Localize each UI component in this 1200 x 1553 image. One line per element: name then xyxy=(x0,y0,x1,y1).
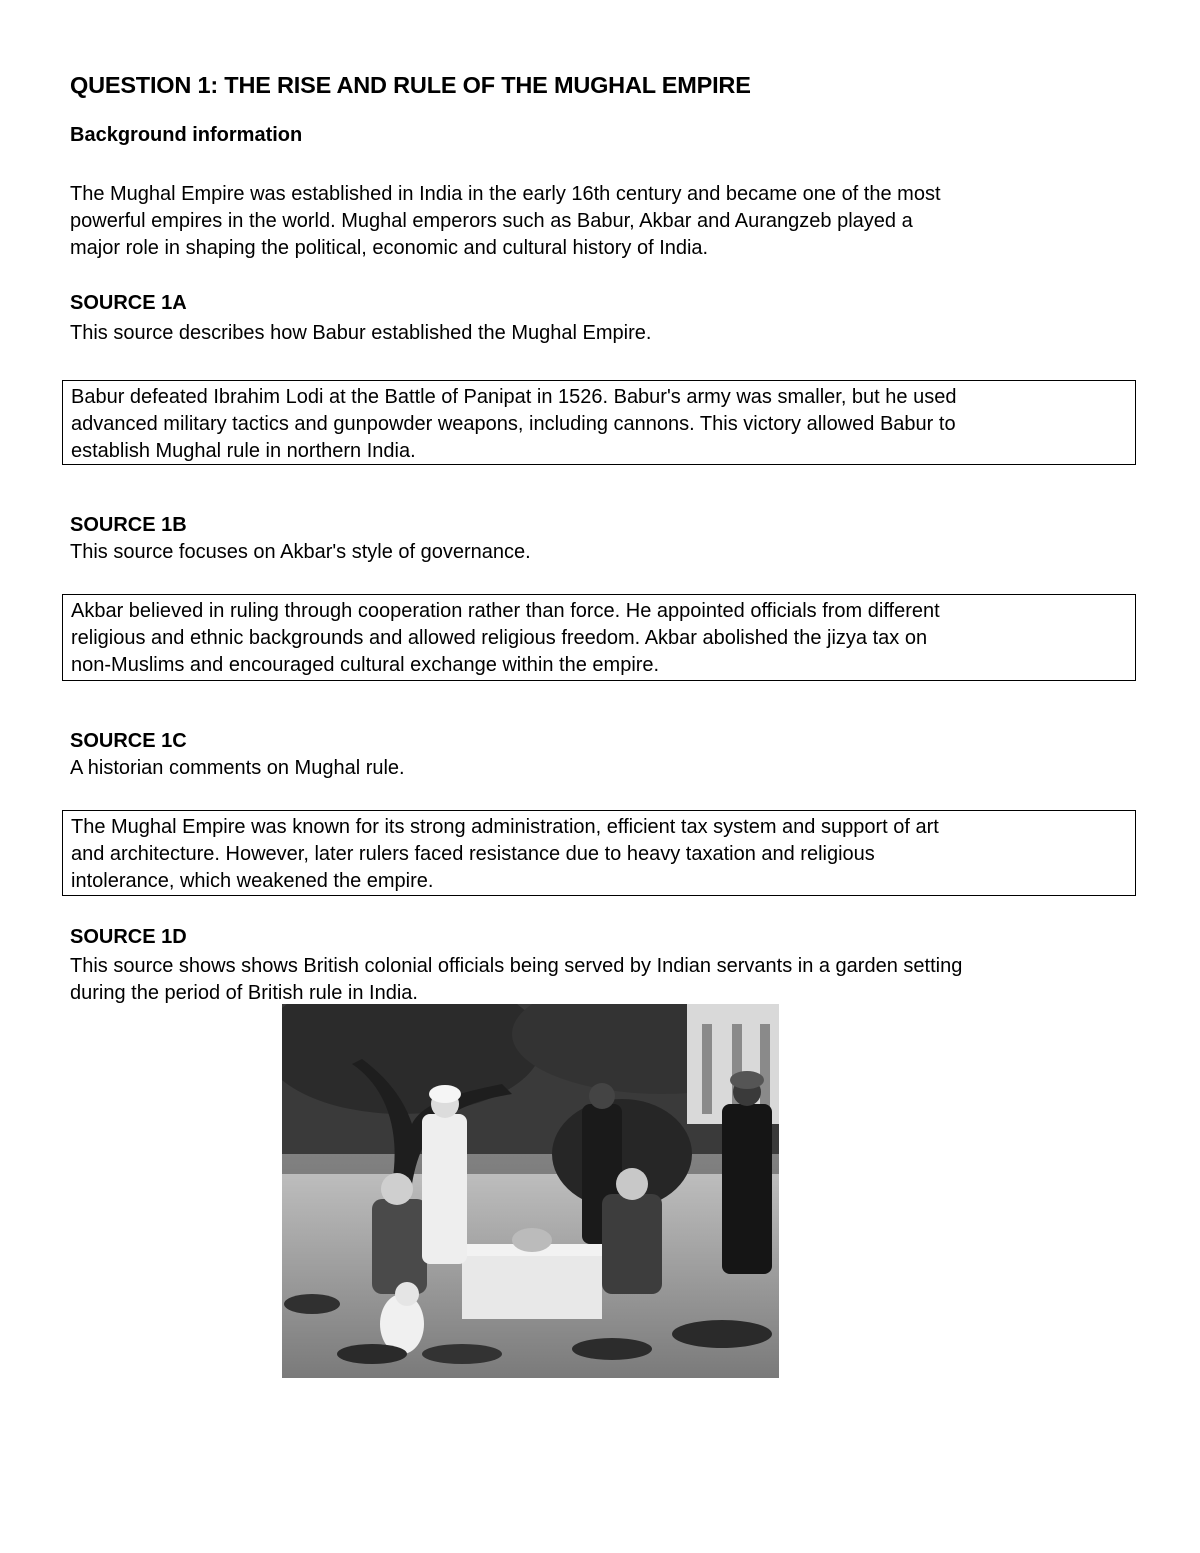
seated-official-left xyxy=(372,1199,427,1294)
source-1a-description: This source describes how Babur established the Mughal Empire. xyxy=(70,322,652,344)
source-1c-description: A historian comments on Mughal rule. xyxy=(70,757,405,779)
page-title: QUESTION 1: THE RISE AND RULE OF THE MUGHAL EMPIRE xyxy=(70,72,751,98)
source-1d-line: during the period of British rule in India. xyxy=(70,982,418,1004)
servant-white-uniform xyxy=(422,1114,467,1264)
table xyxy=(462,1249,602,1319)
source-1a-box xyxy=(62,380,1136,465)
source-1b-description: This source focuses on Akbar's style of governance. xyxy=(70,541,531,563)
background-paragraph xyxy=(70,181,941,262)
source-1b-heading: SOURCE 1B xyxy=(70,514,187,536)
source-1c-box xyxy=(62,810,1136,896)
source-1b-text xyxy=(71,598,940,679)
source-1c-heading: SOURCE 1C xyxy=(70,730,187,752)
source-1d-description xyxy=(70,953,962,1007)
source-1a-line: establish Mughal rule in northern India. xyxy=(71,440,416,462)
source-1a-line: advanced military tactics and gunpowder weapons, including cannons. This victory allowed Babur to xyxy=(71,413,956,435)
source-1a-heading: SOURCE 1A xyxy=(70,292,187,314)
background-line: The Mughal Empire was established in India in the early 16th century and became one of the most xyxy=(70,183,941,205)
background-line: powerful empires in the world. Mughal emperors such as Babur, Akbar and Aurangzeb played a xyxy=(70,210,913,232)
seated-official-right xyxy=(602,1194,662,1294)
source-1d-line: This source shows shows British colonial officials being served by Indian servants in a garden setting xyxy=(70,955,963,977)
source-1c-line: The Mughal Empire was known for its strong administration, efficient tax system and support of art xyxy=(71,816,939,838)
background-line: major role in shaping the political, economic and cultural history of India. xyxy=(70,237,709,259)
source-1a-line: Babur defeated Ibrahim Lodi at the Battle of Panipat in 1526. Babur's army was smaller, but he used xyxy=(71,386,957,408)
source-1b-line: non-Muslims and encouraged cultural exchange within the empire. xyxy=(71,654,660,676)
source-1b-line: religious and ethnic backgrounds and allowed religious freedom. Akbar abolished the jizya tax on xyxy=(71,627,928,649)
source-1b-line: Akbar believed in ruling through cooperation rather than force. He appointed officials from different xyxy=(71,600,940,622)
source-1c-text xyxy=(71,814,939,895)
colonial-garden-photograph xyxy=(282,1004,779,1378)
servant-right xyxy=(722,1104,772,1274)
source-1d-heading: SOURCE 1D xyxy=(70,926,187,948)
source-1c-line: intolerance, which weakened the empire. xyxy=(71,870,434,892)
source-1c-line: and architecture. However, later rulers faced resistance due to heavy taxation and religious xyxy=(71,843,875,865)
source-1a-text xyxy=(71,384,956,465)
background-heading: Background information xyxy=(70,124,303,146)
source-1b-box xyxy=(62,594,1136,681)
